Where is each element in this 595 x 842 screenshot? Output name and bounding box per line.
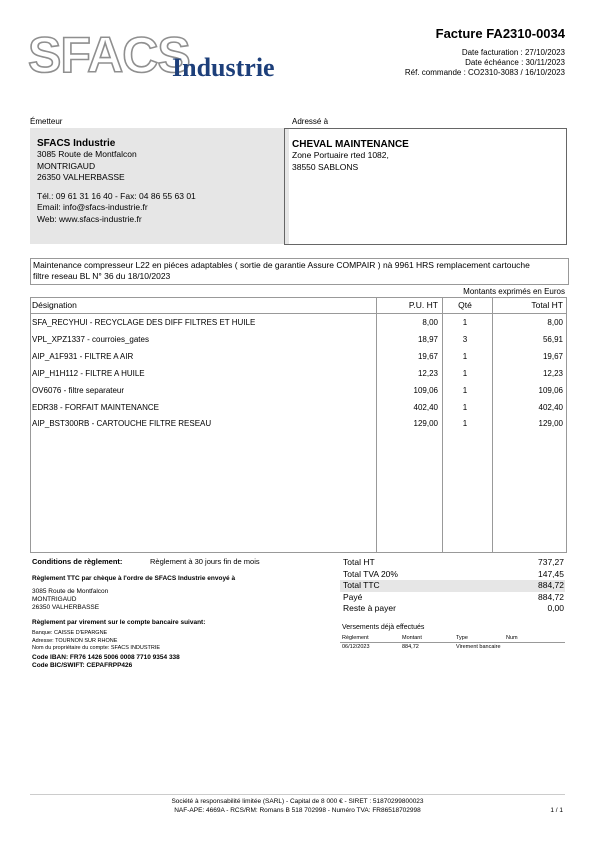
- cell-pu: 402,40: [413, 402, 438, 412]
- total-value: 0,00: [547, 603, 564, 613]
- emetteur-tel: Tél.: 09 61 31 16 40 - Fax: 04 86 55 63 01: [37, 190, 196, 201]
- cell-qty: 1: [462, 419, 468, 429]
- cheque-address: [32, 588, 108, 612]
- cell-designation: AIP_H1H112 - FILTRE A HUILE: [32, 368, 145, 378]
- total-row: [340, 569, 565, 581]
- cell-pu: 8,00: [422, 318, 438, 327]
- total-row: [340, 580, 565, 592]
- footer-divider: [30, 794, 565, 795]
- th-total: Total HT: [531, 300, 563, 310]
- virement-line-2: Adresse: TOURNON SUR RHONE: [32, 637, 118, 644]
- bic: Code BIC/SWIFT: CEPAFRPP426: [32, 662, 133, 669]
- th-designation: Désignation: [32, 300, 77, 310]
- bank-codes: [32, 654, 180, 670]
- vr-type: Virement bancaire: [456, 644, 501, 650]
- total-label: Reste à payer: [343, 603, 396, 613]
- conditions-label: Conditions de règlement:: [32, 557, 123, 566]
- page-number: 1 / 1: [550, 807, 563, 814]
- adresse-name: CHEVAL MAINTENANCE: [292, 139, 409, 150]
- emetteur-line-1: 3085 Route de Montfalcon: [37, 149, 137, 159]
- date-facturation: Date facturation : 27/10/2023: [461, 48, 565, 57]
- virement-line-3: Nom du propriétaire du compte: SFACS INDUSTRIE: [32, 645, 161, 651]
- total-label: Total TVA 20%: [343, 568, 398, 579]
- description-line-2: filtre reseau BL N° 36 du 18/10/2023: [33, 271, 171, 281]
- cell-total: 109,06: [538, 385, 563, 395]
- amounts-note: Montants exprimés en Euros: [463, 287, 565, 296]
- cheque-line-1: 3085 Route de Montfalcon: [32, 588, 109, 595]
- virement-title: Règlement par virement sur le compte bancaire suivant:: [32, 619, 206, 626]
- cell-qty: 1: [462, 368, 468, 378]
- cell-designation: SFA_RECYHUI - RECYCLAGE DES DIFF FILTRES ET HUILE: [32, 318, 256, 327]
- cell-designation: VPL_XPZ1337 - courroies_gates: [32, 334, 149, 344]
- th-qty: Qté: [458, 300, 472, 310]
- invoice-title: Facture FA2310-0034: [435, 26, 565, 41]
- cell-qty: 1: [462, 351, 468, 361]
- cell-qty: 1: [462, 402, 468, 412]
- emetteur-line-3: 26350 VALHERBASSE: [37, 172, 125, 182]
- versements-title: Versements déjà effectués: [342, 624, 425, 631]
- cell-designation: EDR38 - FORFAIT MAINTENANCE: [32, 402, 159, 412]
- total-label: Total TTC: [343, 580, 380, 590]
- versement-row: [340, 643, 565, 651]
- emetteur-name: SFACS Industrie: [37, 138, 116, 149]
- adresse-box: [284, 128, 567, 245]
- cell-total: 56,91: [542, 334, 563, 344]
- cell-total: 402,40: [538, 402, 563, 412]
- total-value: 737,27: [538, 557, 564, 567]
- vh-num: Num: [506, 635, 518, 641]
- vh-reglement: Règlement: [342, 635, 369, 641]
- cell-pu: 19,67: [417, 351, 438, 361]
- adresse-line-1: Zone Portuaire rted 1082,: [292, 150, 389, 160]
- ref-commande: Réf. commande : CO2310-3083 / 16/10/2023: [404, 68, 565, 77]
- cell-qty: 3: [462, 334, 468, 344]
- col-divider: [492, 297, 493, 553]
- cell-designation: AIP_BST300RB - CARTOUCHE FILTRE RESEAU: [32, 419, 212, 429]
- total-row: [340, 592, 565, 604]
- description-box: [30, 258, 569, 285]
- col-divider: [376, 297, 377, 553]
- cheque-title: Règlement TTC par chèque à l'ordre de SFACS Industrie envoyé à: [32, 575, 236, 582]
- date-echeance: Date échéance : 30/11/2023: [465, 58, 565, 67]
- emetteur-web: Web: www.sfacs-industrie.fr: [37, 213, 142, 224]
- cell-pu: 109,06: [413, 385, 438, 395]
- cell-total: 12,23: [542, 368, 563, 378]
- cell-pu: 12,23: [417, 368, 438, 378]
- footer-line-2: NAF-APE: 4669A - RCS/RM: Romans B 518 702998 - Numéro TVA: FR86518702998: [174, 807, 421, 814]
- emetteur-box: [30, 128, 289, 244]
- total-label: Payé: [343, 591, 363, 602]
- total-value: 884,72: [538, 580, 564, 590]
- emetteur-email: Email: info@sfacs-industrie.fr: [37, 202, 148, 212]
- adresse-label: Adressé à: [292, 117, 329, 126]
- vr-montant: 884,72: [402, 644, 419, 650]
- cell-total: 129,00: [538, 419, 563, 429]
- cell-qty: 1: [462, 385, 468, 395]
- cell-total: 8,00: [547, 318, 563, 327]
- total-value: 147,45: [538, 568, 564, 579]
- th-pu: P.U. HT: [408, 300, 438, 310]
- virement-line-1: Banque: CAISSE D'EPARGNE: [32, 630, 108, 636]
- total-value: 884,72: [538, 591, 564, 602]
- conditions-value: Règlement à 30 jours fin de mois: [150, 557, 260, 566]
- totals-block: [340, 557, 565, 615]
- cell-total: 19,67: [542, 351, 563, 361]
- footer-line-1: Société à responsabilité limitée (SARL) - Capital de 8 000 € - SIRET : 51870299800023: [171, 798, 424, 805]
- total-row: [340, 557, 565, 569]
- cheque-line-3: 26350 VALHERBASSE: [32, 604, 100, 611]
- emetteur-line-2: MONTRIGAUD: [37, 160, 96, 171]
- description-line-1: Maintenance compresseur L22 en piéces adaptables ( sortie de garantie Assure COMPAIR ) nà 9961 HRS remplacement cartouche: [33, 260, 530, 270]
- cell-designation: OV6076 - filtre separateur: [32, 385, 125, 395]
- cheque-line-2: MONTRIGAUD: [32, 596, 77, 603]
- emetteur-label: Émetteur: [30, 117, 63, 126]
- logo-sfacs: SFACS: [28, 27, 190, 83]
- vh-montant: Montant: [402, 635, 422, 641]
- versements-header: [340, 634, 565, 643]
- vr-reglement: 06/12/2023: [342, 644, 370, 650]
- logo-industrie: Industrie: [172, 53, 275, 82]
- iban: Code IBAN: FR76 1426 5006 0008 7710 9354 338: [32, 654, 180, 661]
- total-row: [340, 603, 565, 615]
- cell-pu: 18,97: [417, 334, 438, 344]
- total-label: Total HT: [343, 557, 375, 567]
- cell-pu: 129,00: [413, 419, 438, 429]
- vh-type: Type: [456, 635, 468, 641]
- cell-qty: 1: [462, 318, 468, 327]
- adresse-line-2: 38550 SABLONS: [292, 161, 359, 172]
- cell-designation: AIP_A1F931 - FILTRE A AIR: [32, 351, 134, 361]
- virement-details: [32, 630, 160, 653]
